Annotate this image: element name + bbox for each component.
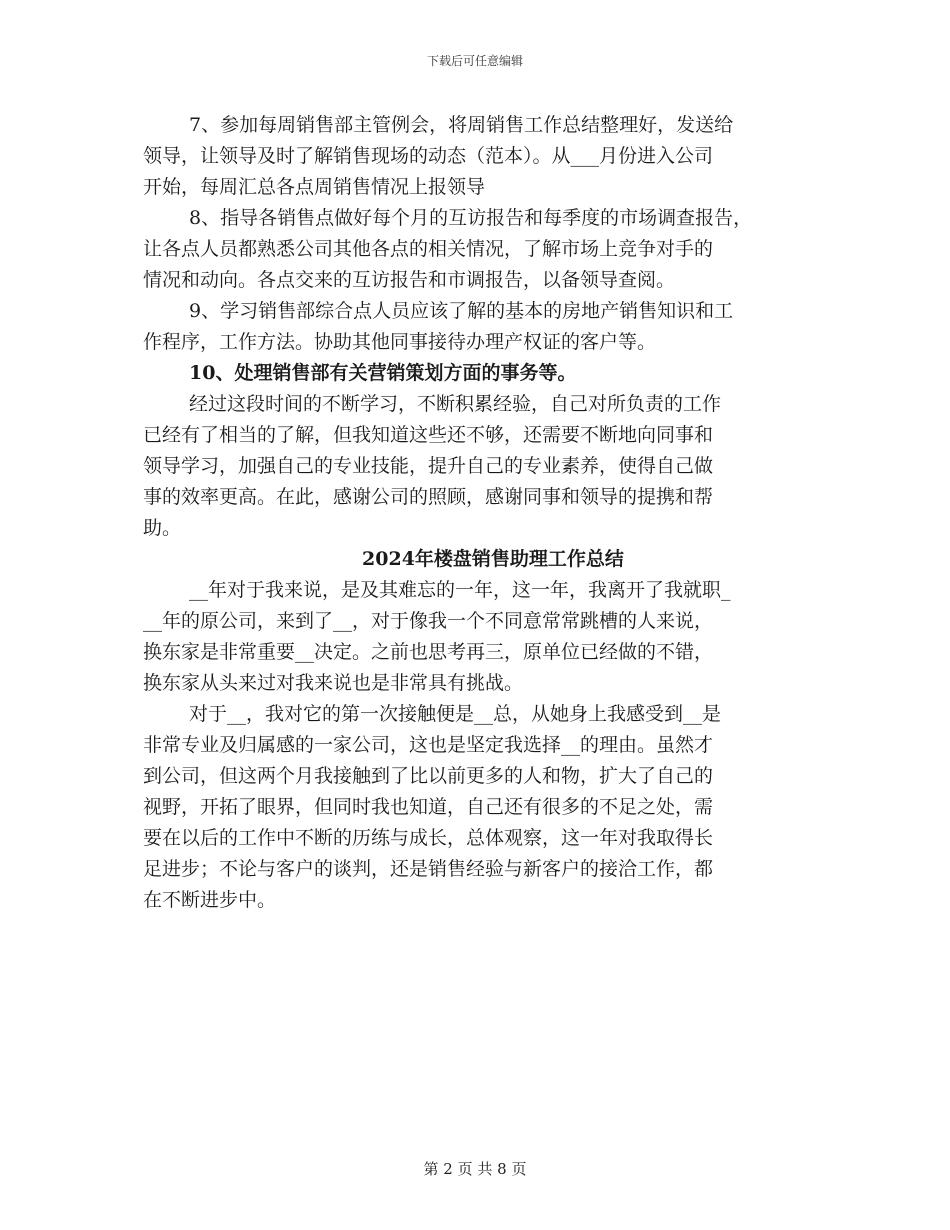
text-line: 换东家从头来过对我来说也是非常具有挑战。 xyxy=(143,672,524,694)
paragraph-conclusion xyxy=(143,389,823,544)
text-line: 7、参加每周销售部主管例会，将周销售工作总结整理好，发送给 xyxy=(189,114,734,136)
text-line: 视野，开拓了眼界，但同时我也知道，自己还有很多的不足之处，需 xyxy=(143,796,714,818)
section-title: 2024年楼盘销售助理工作总结 xyxy=(362,548,624,570)
paragraph-item-7 xyxy=(143,110,823,203)
text-line: 足进步；不论与客户的谈判，还是销售经验与新客户的接洽工作，都 xyxy=(143,858,714,880)
text-line: 情况和动向。各点交来的互访报告和市调报告，以备领导查阅。 xyxy=(143,269,676,291)
section-paragraph-2 xyxy=(143,699,823,916)
text-line: 在不断进步中。 xyxy=(143,889,277,911)
paragraph-item-8 xyxy=(143,203,823,296)
paragraph-item-10 xyxy=(143,358,823,389)
page-footer: 第 2 页 共 8 页 xyxy=(423,1160,527,1178)
paragraph-item-9 xyxy=(143,296,823,358)
text-line: 让各点人员都熟悉公司其他各点的相关情况，了解市场上竞争对手的 xyxy=(143,238,714,260)
document-body xyxy=(143,110,823,916)
text-line: 开始，每周汇总各点周销售情况上报领导 xyxy=(143,176,486,198)
section-paragraph-1 xyxy=(143,575,823,699)
text-line: 助。 xyxy=(143,517,182,539)
text-line: 对于__，我对它的第一次接触便是__总，从她身上我感受到__是 xyxy=(189,703,722,725)
text-line: 领导学习，加强自己的专业技能，提升自己的专业素养，使得自己做 xyxy=(143,455,714,477)
page-header: 下载后可任意编辑 xyxy=(426,54,523,68)
text-line: __年的原公司，来到了__，对于像我一个不同意常常跳槽的人来说， xyxy=(143,610,714,632)
text-line: 事的效率更高。在此，感谢公司的照顾，感谢同事和领导的提携和帮 xyxy=(143,486,714,508)
text-line: 要在以后的工作中不断的历练与成长，总体观察，这一年对我取得长 xyxy=(143,827,714,849)
text-line: 到公司，但这两个月我接触到了比以前更多的人和物，扩大了自己的 xyxy=(143,765,714,787)
text-line: 非常专业及归属感的一家公司，这也是坚定我选择__的理由。虽然才 xyxy=(143,734,714,756)
text-line: 领导，让领导及时了解销售现场的动态（范本）。从___月份进入公司 xyxy=(143,145,714,167)
text-line: 作程序，工作方法。协助其他同事接待办理产权证的客户等。 xyxy=(143,331,657,353)
text-line: 换东家是非常重要__决定。之前也思考再三，原单位已经做的不错， xyxy=(143,641,714,663)
text-line: 10、处理销售部有关营销策划方面的事务等。 xyxy=(189,362,577,384)
text-line: __年对于我来说，是及其难忘的一年，这一年，我离开了我就职_ xyxy=(189,579,731,601)
text-line: 9、学习销售部综合点人员应该了解的基本的房地产销售知识和工 xyxy=(189,300,734,322)
text-line: 已经有了相当的了解，但我知道这些还不够，还需要不断地向同事和 xyxy=(143,424,714,446)
text-line: 8、指导各销售点做好每个月的互访报告和每季度的市场调查报告， xyxy=(189,207,753,229)
text-line: 经过这段时间的不断学习，不断积累经验，自己对所负责的工作 xyxy=(189,393,722,415)
